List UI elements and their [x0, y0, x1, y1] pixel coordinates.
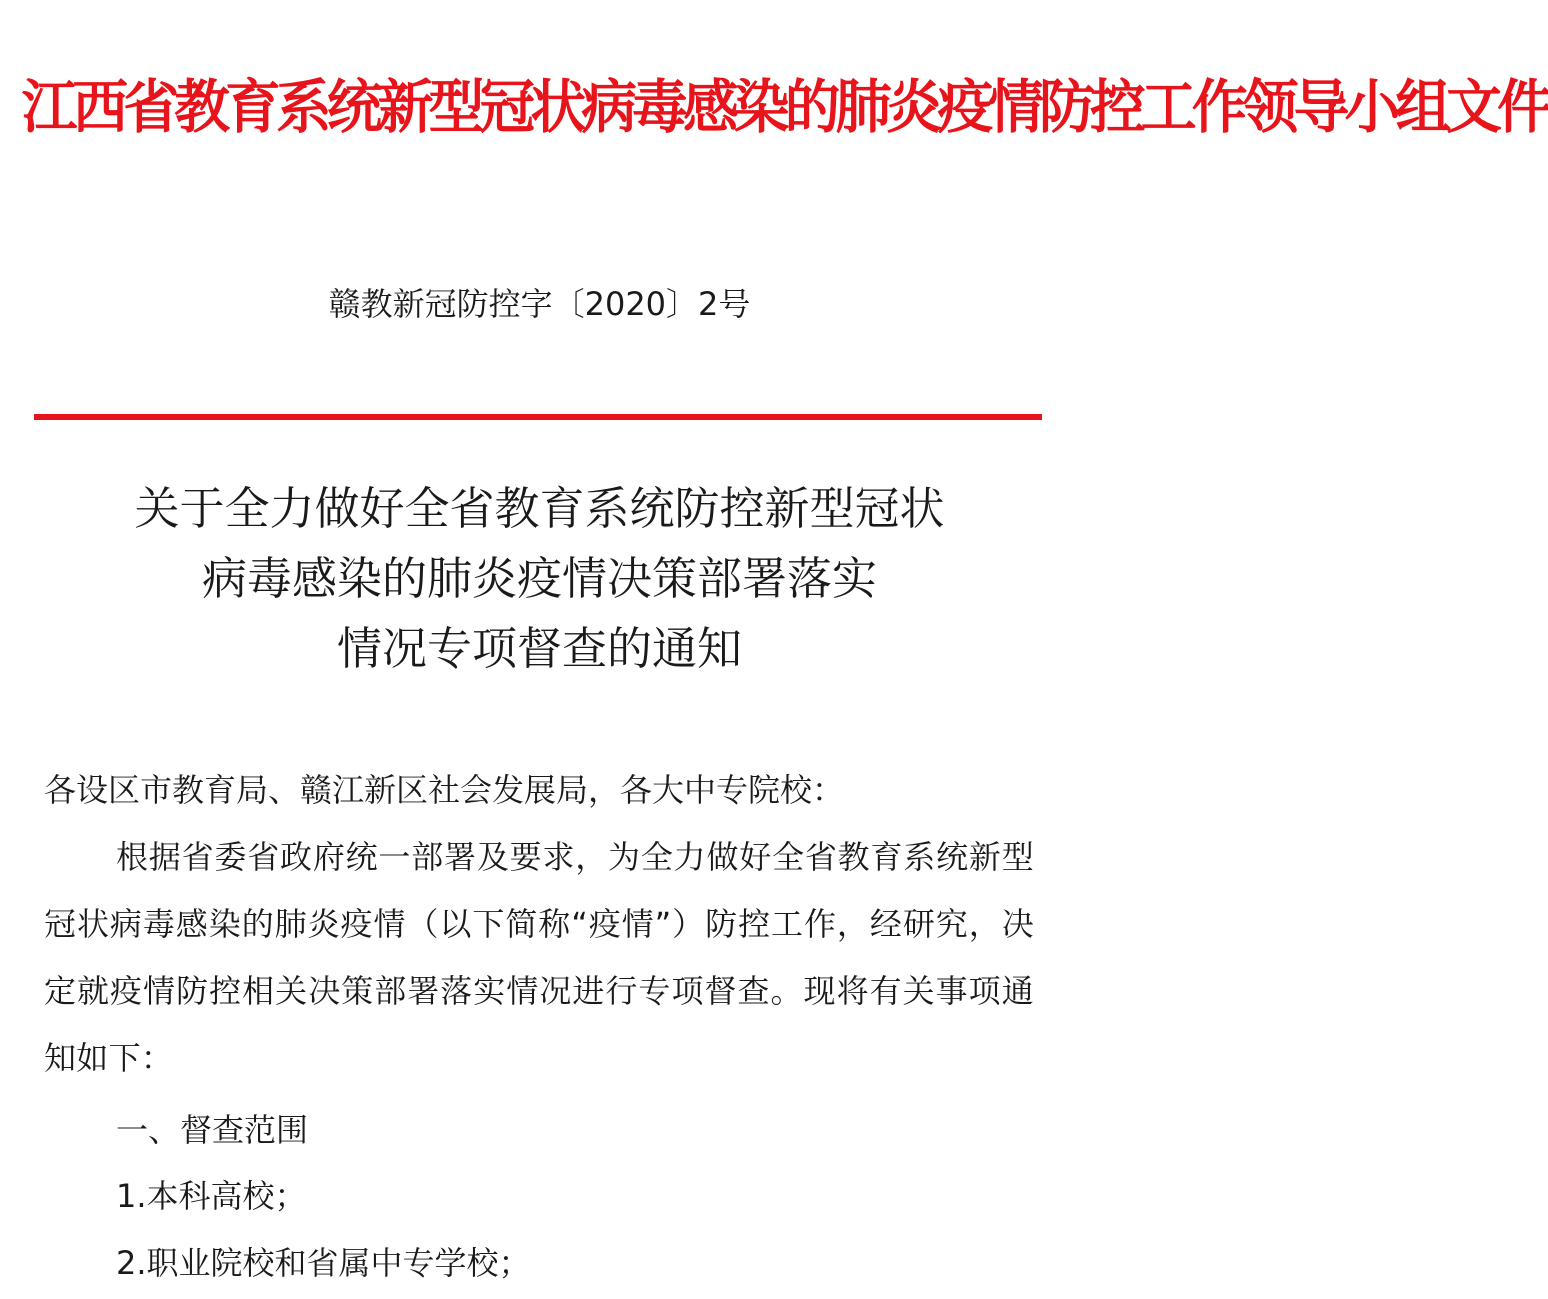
notice-title: [0, 474, 1079, 684]
notice-title-line-3: 情况专项督查的通知: [336, 622, 742, 675]
document-number: 赣教新冠防控字〔2020〕2号: [328, 285, 751, 323]
notice-title-line-1: 关于全力做好全省教育系统防控新型冠状: [134, 482, 945, 535]
document-masthead: 江西省教育系统新型冠状病毒感染的肺炎疫情防控工作领导小组文件: [21, 73, 1548, 141]
salutation: 各设区市教育局、赣江新区社会发展局，各大中专院校：: [44, 771, 845, 809]
intro-paragraph: 根据省委省政府统一部署及要求，为全力做好全省教育系统新型冠状病毒感染的肺炎疫情（以下简称“疫情”）防控工作，经研究，决定就疫情防控相关决策部署落实情况进行专项督查。现将有关事项通知如下：: [44, 838, 1034, 1077]
list-item: 2.职业院校和省属中专学校；: [116, 1244, 531, 1282]
notice-title-line-2: 病毒感染的肺炎疫情决策部署落实: [201, 552, 877, 605]
list-item: 1.本科高校；: [116, 1177, 307, 1215]
red-divider-line: [34, 414, 1042, 420]
section-heading-scope: 一、督查范围: [116, 1111, 309, 1149]
